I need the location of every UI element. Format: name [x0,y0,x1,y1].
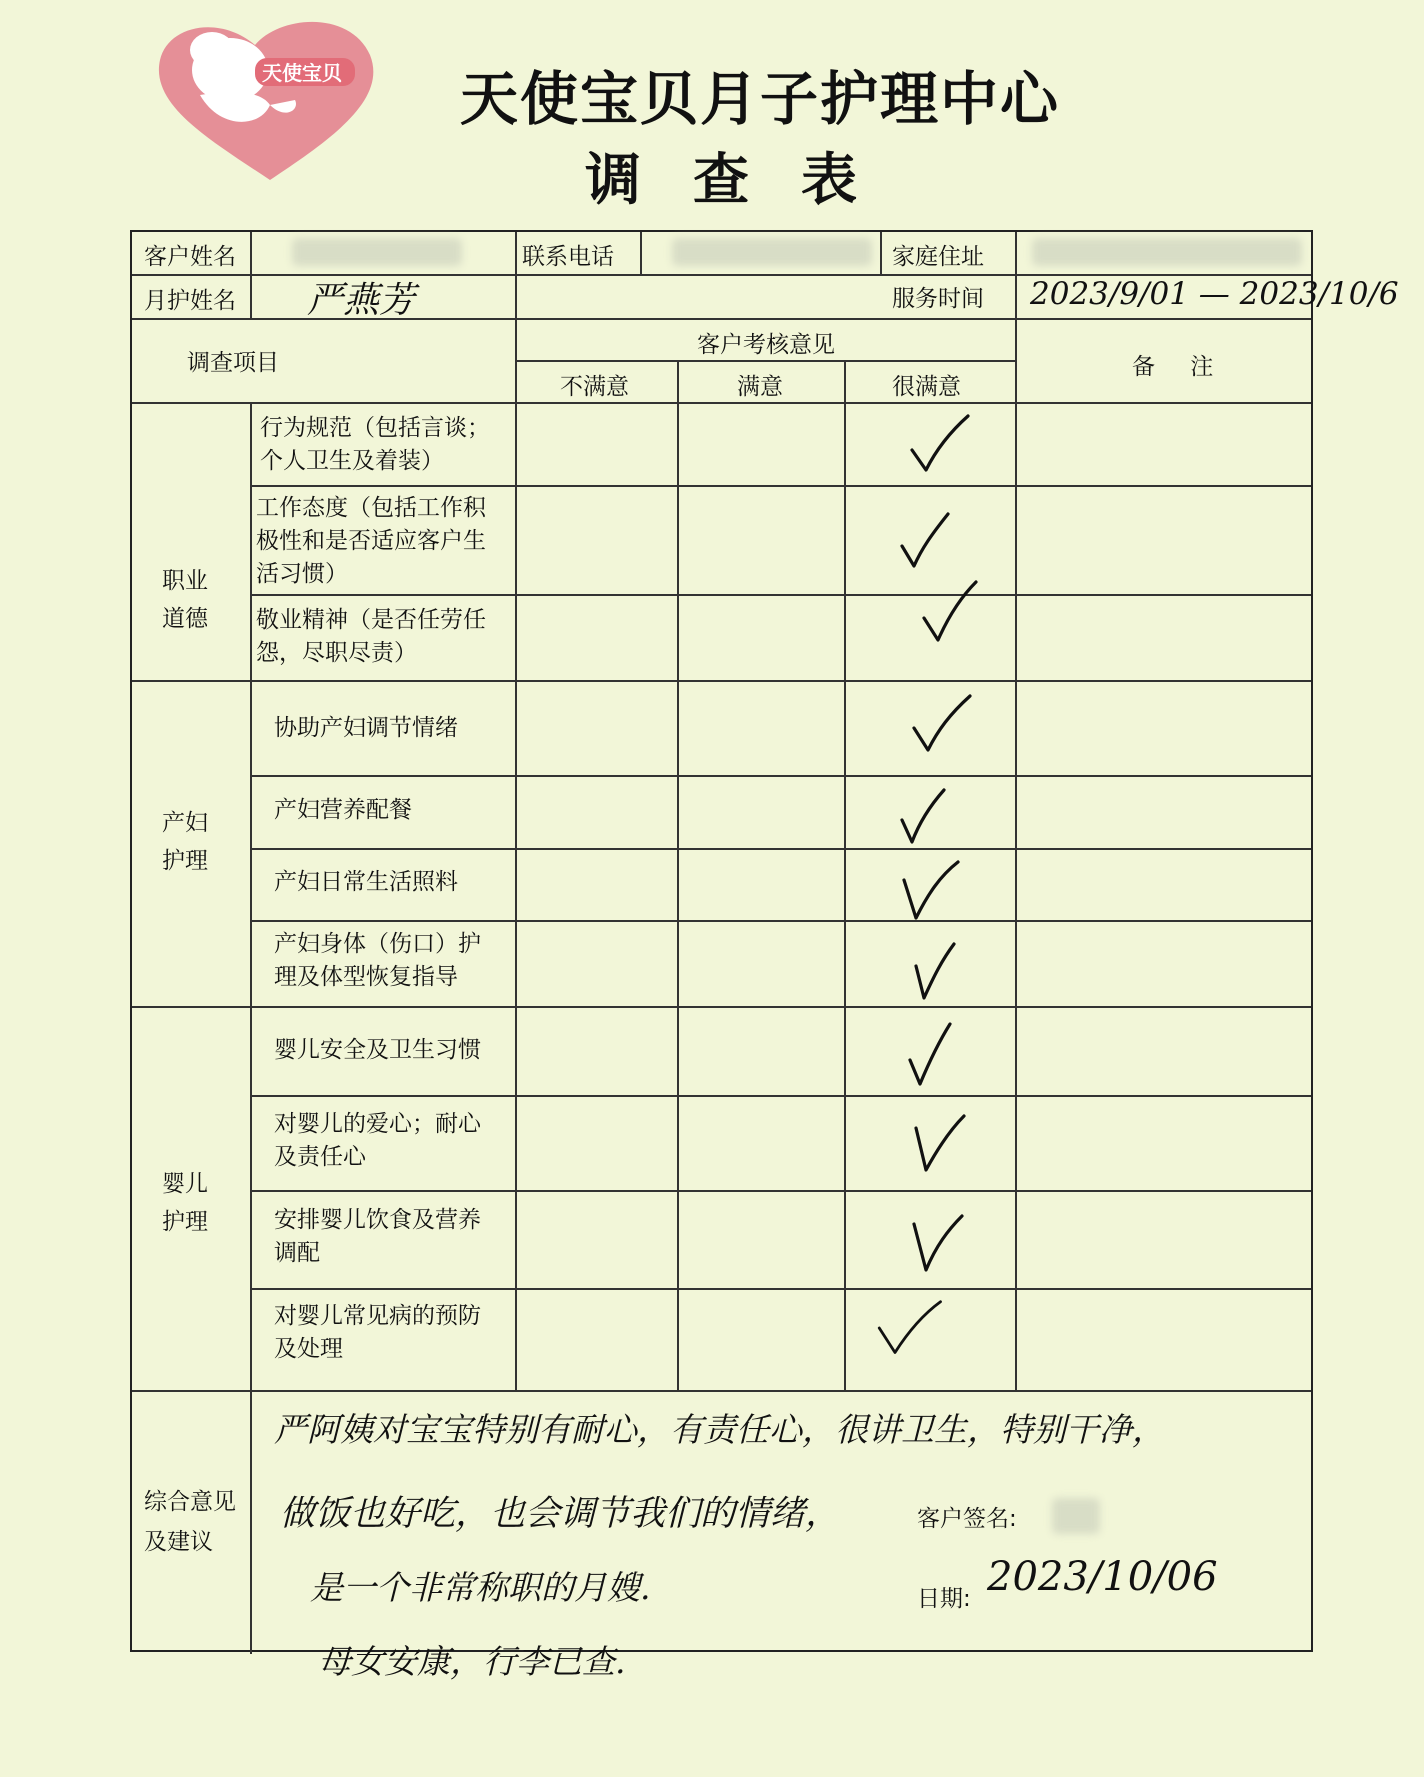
category-professional-ethics: 职业道德 [162,568,208,632]
survey-item: 敬业精神（是否任劳任 怨，尽职尽责） [256,607,486,666]
check-mark-icon [896,856,966,924]
survey-item: 行为规范（包括言谈； 个人卫生及着装） [260,415,490,474]
survey-item: 产妇营养配餐 [274,797,412,823]
customer-name-redacted [292,238,462,266]
check-mark-icon [914,578,984,646]
date-label: 日期: [917,1586,971,1612]
survey-item: 婴儿安全及卫生习惯 [274,1037,481,1063]
check-mark-icon [874,1294,944,1362]
comment-line-1: 严阿姨对宝宝特别有耐心，有责任心，很讲卫生，特别干净， [274,1410,1165,1449]
phone-label: 联系电话 [522,244,614,270]
category-maternal-care: 产妇护理 [162,810,208,874]
category-infant-care: 婴儿护理 [162,1171,208,1235]
summary-label: 综合意见 及建议 [144,1489,236,1555]
survey-item: 对婴儿常见病的预防 及处理 [274,1303,481,1362]
comment-line-3: 是一个非常称职的月嫂. [310,1568,651,1607]
very-satisfied-header: 很满意 [892,374,961,400]
survey-item: 工作态度（包括工作积 极性和是否适应客户生 活习惯） [256,495,486,587]
survey-item: 对婴儿的爱心；耐心 及责任心 [274,1111,481,1170]
signature-redacted [1052,1498,1100,1534]
service-time-value: 2023/9/01 — 2023/10/6 [1030,276,1399,312]
address-redacted [1032,238,1302,266]
survey-item: 安排婴儿饮食及营养 调配 [274,1207,481,1266]
check-mark-icon [904,690,974,758]
check-mark-icon [904,936,974,1004]
customer-opinion-header: 客户考核意见 [697,332,835,358]
customer-name-label: 客户姓名 [144,244,236,270]
signature-label: 客户签名: [917,1506,1017,1532]
survey-items-header: 调查项目 [187,350,279,376]
comment-line-4: 母女安康，行李已查. [318,1642,626,1681]
check-mark-icon [902,410,972,478]
remarks-header: 备 注 [1132,354,1228,380]
date-value: 2023/10/06 [987,1554,1218,1600]
survey-item: 产妇身体（伤口）护 理及体型恢复指导 [274,931,481,990]
angel-baby-logo [150,10,390,190]
address-label: 家庭住址 [892,244,984,270]
nurse-name-label: 月护姓名 [144,288,236,314]
phone-redacted [672,238,872,266]
page-subtitle: 调查表 [585,148,909,213]
check-mark-icon [892,506,962,574]
survey-item: 协助产妇调节情绪 [274,715,458,741]
nurse-name-value: 严燕芳 [307,280,416,321]
service-time-label: 服务时间 [892,286,984,312]
survey-form [130,230,1399,1681]
comment-line-2: 做饭也好吃，也会调节我们的情绪， [280,1494,841,1534]
check-mark-icon [900,1020,970,1088]
logo-text: 天使宝贝 [262,61,342,85]
page-title: 天使宝贝月子护理中心 [460,65,1061,133]
satisfied-header: 满意 [737,374,783,400]
check-mark-icon [890,784,960,852]
survey-item: 产妇日常生活照料 [274,869,458,895]
check-mark-icon [904,1108,974,1176]
check-mark-icon [904,1210,974,1278]
dissatisfied-header: 不满意 [560,374,629,400]
